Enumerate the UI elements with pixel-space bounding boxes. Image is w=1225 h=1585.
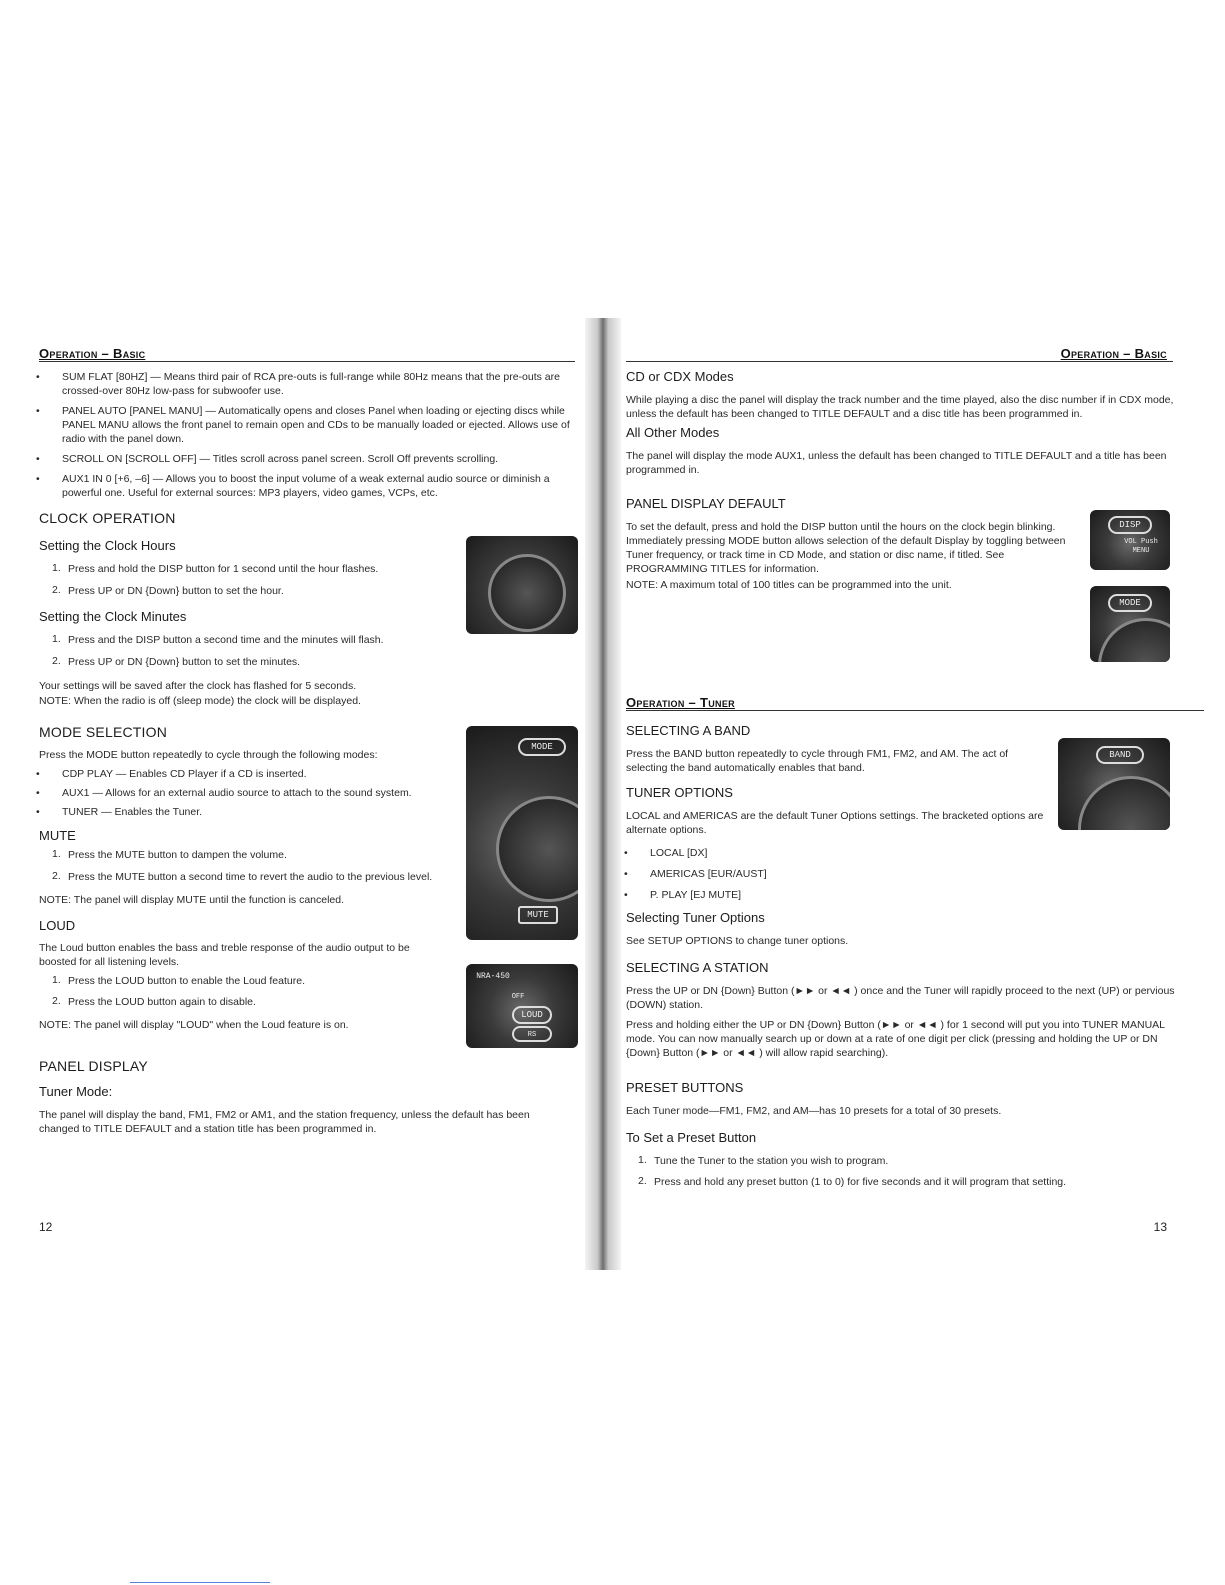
clock-hours-title: Setting the Clock Hours [39,538,176,553]
other-modes-text: The panel will display the mode AUX1, unless the default has been changed to TITLE DEFAULT and a title has been programmed in. [626,450,1167,476]
mode-button-label: MODE [518,738,566,756]
tuner-header-rule [626,710,1204,711]
step-number: 1. [52,633,61,645]
page-number-right: 13 [1153,1220,1167,1234]
volume-knob-icon [1078,776,1170,830]
tuner-options-text: LOCAL and AMERICAS are the default Tuner Options settings. The bracketed options are alternate options. [626,810,1044,836]
panel-display-default-title: PANEL DISPLAY DEFAULT [626,496,786,511]
scan-artifact-line [130,1582,270,1583]
mute-step-2: Press the MUTE button a second time to revert the audio to the previous level. [68,871,433,883]
mute-title: MUTE [39,828,76,843]
model-label: NRA-450 [476,972,510,981]
volume-knob-icon [1098,618,1170,662]
tuner-options-title: TUNER OPTIONS [626,785,733,800]
mute-note: NOTE: The panel will display MUTE until the function is canceled. [39,894,345,906]
selecting-tuner-options-title: Selecting Tuner Options [626,910,765,925]
clock-operation-title: CLOCK OPERATION [39,510,176,526]
mode-bullet-aux1: • AUX1 — Allows for an external audio source to attach to the sound system. [62,786,462,800]
loud-note: NOTE: The panel will display "LOUD" when the Loud feature is on. [39,1019,349,1031]
set-preset-title: To Set a Preset Button [626,1130,757,1145]
loud-text: The Loud button enables the bass and treble response of the audio output to be boosted for all listening levels. [39,942,410,968]
clock-buttons-photo [466,536,578,634]
bullet-panel-auto: • PANEL AUTO [PANEL MANU] — Automatically opens and closes Panel when loading or ejecting discs while PANEL MANU allows the front panel to remain open and CDs to be manually loaded or ejected. Allows use of radio with the panel down. [62,404,574,446]
selecting-station-title: SELECTING A STATION [626,960,769,975]
mute-step-1: Press the MUTE button to dampen the volume. [68,849,287,861]
set-preset-step-1: Tune the Tuner to the station you wish to program. [654,1155,889,1167]
selecting-band-text: Press the BAND button repeatedly to cycle through FM1, FM2, and AM. The act of selecting the band automatically enables that band. [626,748,1009,774]
mode-selection-title: MODE SELECTION [39,724,168,740]
mode-intro: Press the MODE button repeatedly to cycle through the following modes: [39,749,378,761]
band-button-label: BAND [1096,746,1144,764]
mode-bullet-tuner: • TUNER — Enables the Tuner. [62,805,462,819]
tuner-mode-text: The panel will display the band, FM1, FM2 or AM1, and the station frequency, unless the default has been changed to TITLE DEFAULT and a station title has been programmed in. [39,1109,530,1135]
step-number: 1. [52,848,61,860]
step-number: 1. [52,974,61,986]
band-button-photo [1058,738,1170,830]
panel-display-title: PANEL DISPLAY [39,1058,148,1074]
bullet-aux1-in: • AUX1 IN 0 [+6, –6] — Allows you to boost the input volume of a weak external audio source or diminish a powerful one. Useful for external sources: MP3 players, video games, VCPs, etc. [62,472,574,500]
disp-button-photo [1090,510,1170,570]
preset-buttons-title: PRESET BUTTONS [626,1080,744,1095]
loud-step-1: Press the LOUD button to enable the Loud feature. [68,975,305,987]
mode-mute-photo [466,726,578,940]
clock-hours-step-2: Press UP or DN {Down} button to set the hour. [68,585,284,597]
bullet-scroll-on: • SCROLL ON [SCROLL OFF] — Titles scroll across panel screen. Scroll Off prevents scrolling. [62,452,574,466]
loud-title: LOUD [39,918,76,933]
left-header: Operation – Basic [39,346,146,361]
tuner-option-americas: • AMERICAS [EUR/AUST] [650,867,1030,881]
right-header-rule [626,361,1173,362]
bullet-sum-flat: • SUM FLAT [80HZ] — Means third pair of RCA pre-outs is full-range while 80Hz means that the pre-outs are crossed-over 80Hz low-pass for subwoofer use. [62,370,574,398]
preset-buttons-text: Each Tuner mode—FM1, FM2, and AM—has 10 presets for a total of 30 presets. [626,1105,1002,1117]
step-number: 2. [52,655,61,667]
cd-modes-text: While playing a disc the panel will display the track number and the time played, also the disc number if in CDX mode, unless the default has been changed to TITLE DEFAULT and a disc title has been programmed in. [626,394,1174,420]
mode-bullet-cdp: • CDP PLAY — Enables CD Player if a CD is inserted. [62,767,462,781]
loud-step-2: Press the LOUD button again to disable. [68,996,256,1008]
step-number: 2. [638,1175,647,1187]
step-number: 2. [52,584,61,596]
right-page [608,318,1225,1270]
left-header-rule [39,361,575,362]
loud-button-label: LOUD [512,1006,552,1024]
clock-hours-step-1: Press and hold the DISP button for 1 second until the hour flashes. [68,563,379,575]
step-number: 2. [52,995,61,1007]
step-number: 1. [52,562,61,574]
panel-display-default-note: NOTE: A maximum total of 100 titles can be programmed into the unit. [626,579,952,591]
mute-button-label: MUTE [518,906,558,924]
cd-modes-title: CD or CDX Modes [626,369,734,384]
rs-button-label: RS [512,1026,552,1042]
other-modes-title: All Other Modes [626,425,720,440]
clock-note: NOTE: When the radio is off (sleep mode) the clock will be displayed. [39,695,361,707]
set-preset-step-2: Press and hold any preset button (1 to 0) for five seconds and it will program that setting. [654,1176,1067,1188]
step-number: 1. [638,1154,647,1166]
page-number-left: 12 [39,1220,53,1234]
off-label: OFF [511,993,525,1001]
clock-minutes-step-1: Press and the DISP button a second time and the minutes will flash. [68,634,384,646]
volume-knob-icon [496,796,578,902]
step-number: 2. [52,870,61,882]
selecting-tuner-options-text: See SETUP OPTIONS to change tuner options. [626,935,849,947]
panel-display-default-text: To set the default, press and hold the DISP button until the hours on the clock begin blinking. Immediately pressing MODE button allows selection of the default Display by toggling between Tuner frequency, or track time in CD Mode, and station or disc name, if titled. See PROGRAMMING TITLES for information. [626,521,1066,575]
volume-knob-icon [488,554,566,632]
tuner-option-pplay: • P. PLAY [EJ MUTE] [650,888,1030,902]
selecting-station-text-2: Press and holding either the UP or DN {Down} Button (►► or ◄◄ ) for 1 second will put you into TUNER MANUAL mode. You can now manually search up or down at a rate of one digit per click (pressing and holding the UP or DN {Down} Button (►► or ◄◄ ) will allow rapid searching). [626,1019,1165,1059]
tuner-mode-title: Tuner Mode: [39,1084,113,1099]
tuner-section-header: Operation – Tuner [626,695,735,710]
vol-push-menu-label: VOL Push MENU [1124,538,1158,555]
disp-button-label: DISP [1108,516,1152,534]
loud-button-photo [466,964,578,1048]
selecting-station-text-1: Press the UP or DN {Down} Button (►► or ◄◄ ) once and the Tuner will rapidly proceed to the next (UP) or pervious (DOWN) station. [626,985,1175,1011]
clock-minutes-step-2: Press UP or DN {Down} button to set the minutes. [68,656,301,668]
clock-minutes-title: Setting the Clock Minutes [39,609,187,624]
tuner-option-local: • LOCAL [DX] [650,846,1030,860]
selecting-band-title: SELECTING A BAND [626,723,751,738]
clock-saved-text: Your settings will be saved after the clock has flashed for 5 seconds. [39,680,357,692]
right-header: Operation – Basic [1060,346,1167,361]
mode-button-photo [1090,586,1170,662]
left-page [0,318,600,1270]
mode-button-label: MODE [1108,594,1152,612]
